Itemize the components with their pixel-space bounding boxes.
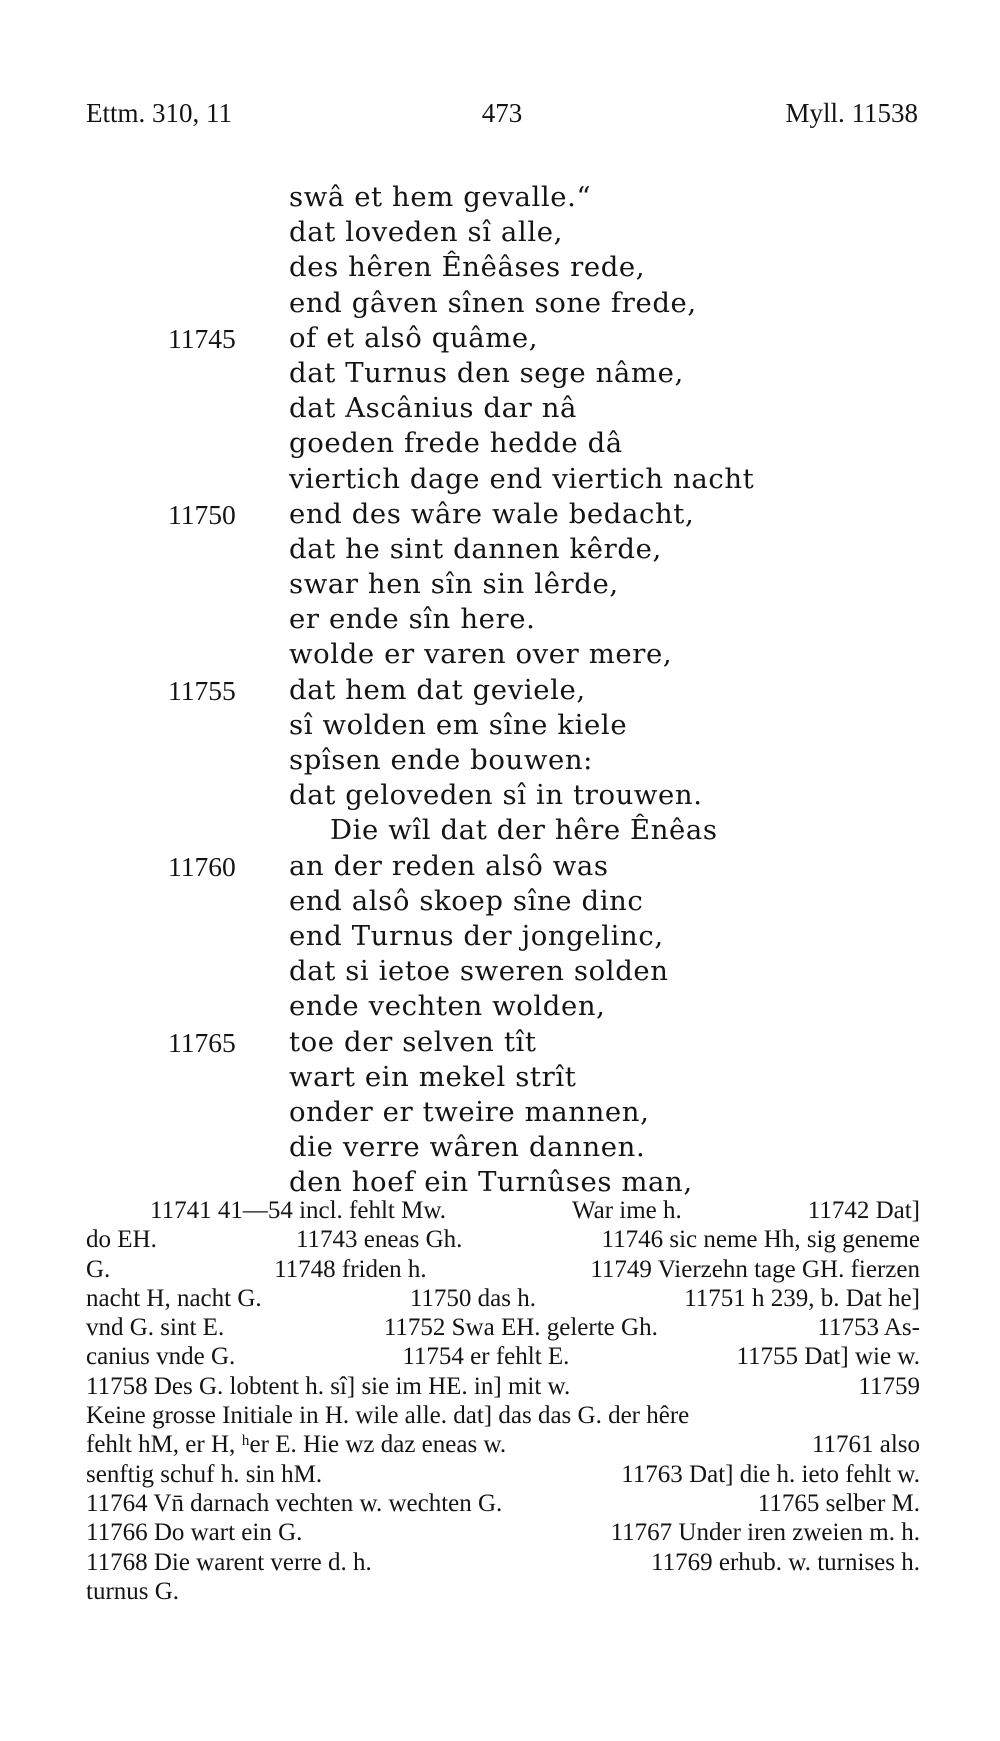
apparatus-entry: fehlt hM, er H, ʰer E. Hie wz daz eneas w. [86,1431,507,1459]
critical-apparatus [86,1196,920,1606]
apparatus-entry: 11767 Under iren zweien m. h. [610,1519,920,1547]
verse-line [0,673,1000,708]
verse-text-line: dat Ascânius dar nâ [289,392,578,425]
apparatus-line [86,1284,920,1313]
verse-line [0,250,1000,285]
verse-text-line: dat Turnus den sege nâme, [289,356,684,389]
apparatus-entry: 11742 Dat] [807,1197,920,1224]
apparatus-entry: 11750 das h. [409,1284,536,1312]
verse-line [0,813,1000,848]
apparatus-line [86,1196,920,1225]
verse-text-line: wolde er varen over mere, [289,638,673,671]
verse-line [0,321,1000,356]
verse-line [0,954,1000,989]
verse-line [0,919,1000,954]
page-header [86,98,918,132]
apparatus-line [86,1313,920,1342]
apparatus-line [86,1577,920,1606]
verse-text-line: sî wolden em sîne kiele [289,708,628,741]
verse-text-line: end Turnus der jongelinc, [289,919,664,952]
verse-line [0,567,1000,602]
apparatus-entry: do EH. [86,1226,157,1254]
apparatus-line [86,1225,920,1254]
apparatus-entry: 11741 41—54 incl. fehlt Mw. [150,1197,447,1224]
page-number: 473 [481,98,523,128]
verse-text-line: dat geloveden sî in trouwen. [289,779,703,812]
apparatus-line [86,1548,920,1577]
apparatus-entry: 11764 Vn̄ darnach vechten w. wechten G. [86,1489,503,1517]
apparatus-line [86,1489,920,1518]
verse-text-line: swâ et hem gevalle.“ [289,181,592,213]
verse-line [0,884,1000,919]
verse-line [0,215,1000,250]
verse-line [0,1025,1000,1060]
verse-number: 11745 [168,322,236,354]
verse-text-line: des hêren Ênêâses rede, [289,251,646,284]
verse-text-line: viertich dage end viertich nacht [289,462,755,495]
apparatus-entry: 11759 [858,1372,920,1400]
apparatus-line [86,1518,920,1547]
verse-line [0,532,1000,567]
verse-number: 11755 [168,674,236,706]
verse-line [0,462,1000,497]
verse-line [0,778,1000,813]
apparatus-entry: 11763 Dat] die h. ieto fehlt w. [621,1460,920,1488]
apparatus-entry: senftig schuf h. sin hM. [86,1460,323,1488]
verse-line [0,1130,1000,1165]
verse-line [0,497,1000,532]
apparatus-entry: 11751 h 239, b. Dat he] [684,1284,920,1312]
apparatus-line [86,1430,920,1459]
verse-text-line: wart ein mekel strît [289,1060,577,1093]
apparatus-entry: 11752 Swa EH. gelerte Gh. [383,1314,658,1342]
apparatus-entry: G. [86,1255,111,1283]
verse-line [0,849,1000,884]
verse-text-line: Die wîl dat der hêre Ênêas [330,814,718,847]
verse-text-line: onder er tweire mannen, [289,1095,650,1128]
header-left-reference: Ettm. 310, 11 [86,98,232,128]
apparatus-line [86,1401,920,1430]
apparatus-entry: War ime h. [572,1197,682,1224]
verse-text-line: spîsen ende bouwen: [289,744,594,776]
apparatus-entry: vnd G. sint E. [86,1314,225,1342]
apparatus-entry: 11766 Do wart ein G. [86,1519,303,1547]
verse-line [0,426,1000,461]
apparatus-entry: 11758 Des G. lobtent h. sî] sie im HE. in] mit w. [86,1372,571,1400]
apparatus-entry: 11748 friden h. [274,1255,427,1283]
apparatus-entry: 11765 selber M. [757,1489,920,1517]
verse-text-line: end des wâre wale bedacht, [289,497,695,530]
apparatus-entry: Keine grosse Initiale in H. wile alle. dat] das das G. der hêre [86,1402,690,1430]
apparatus-entry: 11753 As- [817,1314,920,1342]
verse-text-line: end gâven sînen sone frede, [289,286,697,319]
apparatus-line [86,1460,920,1489]
apparatus-line [86,1342,920,1371]
apparatus-entry: nacht H, nacht G. [86,1284,262,1312]
verse-text-line: an der reden alsô was [289,849,609,882]
verse-line [0,356,1000,391]
apparatus-entry: 11743 eneas Gh. [295,1226,463,1254]
verse-line [0,989,1000,1024]
apparatus-line [86,1372,920,1401]
verse-line [0,1095,1000,1130]
verse-text-line: den hoef ein Turnûses man, [289,1166,693,1199]
apparatus-entry: 11746 sic neme Hh, sig geneme [601,1226,920,1254]
verse-text-line: dat he sint dannen kêrde, [289,532,662,565]
verse-text-line: die verre wâren dannen. [289,1131,646,1164]
verse-number: 11765 [168,1026,236,1058]
verse-number: 11760 [168,850,236,882]
apparatus-entry: 11768 Die warent verre d. h. [86,1548,372,1576]
apparatus-entry: 11755 Dat] wie w. [736,1343,920,1371]
apparatus-entry: turnus G. [86,1577,180,1605]
verse-text-line: end alsô skoep sîne dinc [289,884,644,917]
verse-line [0,391,1000,426]
apparatus-entry: 11769 erhub. w. turnises h. [651,1548,920,1576]
apparatus-entry: 11761 also [811,1431,920,1459]
verse-line [0,180,1000,215]
verse-line [0,637,1000,672]
apparatus-entry: 11754 er fehlt E. [402,1343,570,1371]
header-right-reference: Myll. 11538 [785,98,918,128]
verse-text-line: swar hen sîn sin lêrde, [289,568,619,601]
verse-line [0,743,1000,778]
verse-text-line: er ende sîn here. [289,603,536,636]
verse-text-line: dat loveden sî alle, [289,216,563,249]
verse-text-line: goeden frede hedde dâ [289,427,623,460]
verse-text-line: ende vechten wolden, [289,990,606,1023]
apparatus-line [86,1255,920,1284]
verse-text-line: toe der selven tît [289,1025,537,1058]
verse-line [0,1060,1000,1095]
apparatus-entry: canius vnde G. [86,1343,236,1371]
verse-text-line: dat hem dat geviele, [289,673,586,706]
verse-text-line: of et alsô quâme, [289,321,539,354]
verse-line [0,286,1000,321]
verse-line [0,602,1000,637]
verse-number: 11750 [168,498,236,530]
verse-text-line: dat si ietoe sweren solden [289,955,669,988]
apparatus-entry: 11749 Vierzehn tage GH. fierzen [590,1255,920,1283]
verse-text [0,180,1000,1200]
verse-line [0,708,1000,743]
